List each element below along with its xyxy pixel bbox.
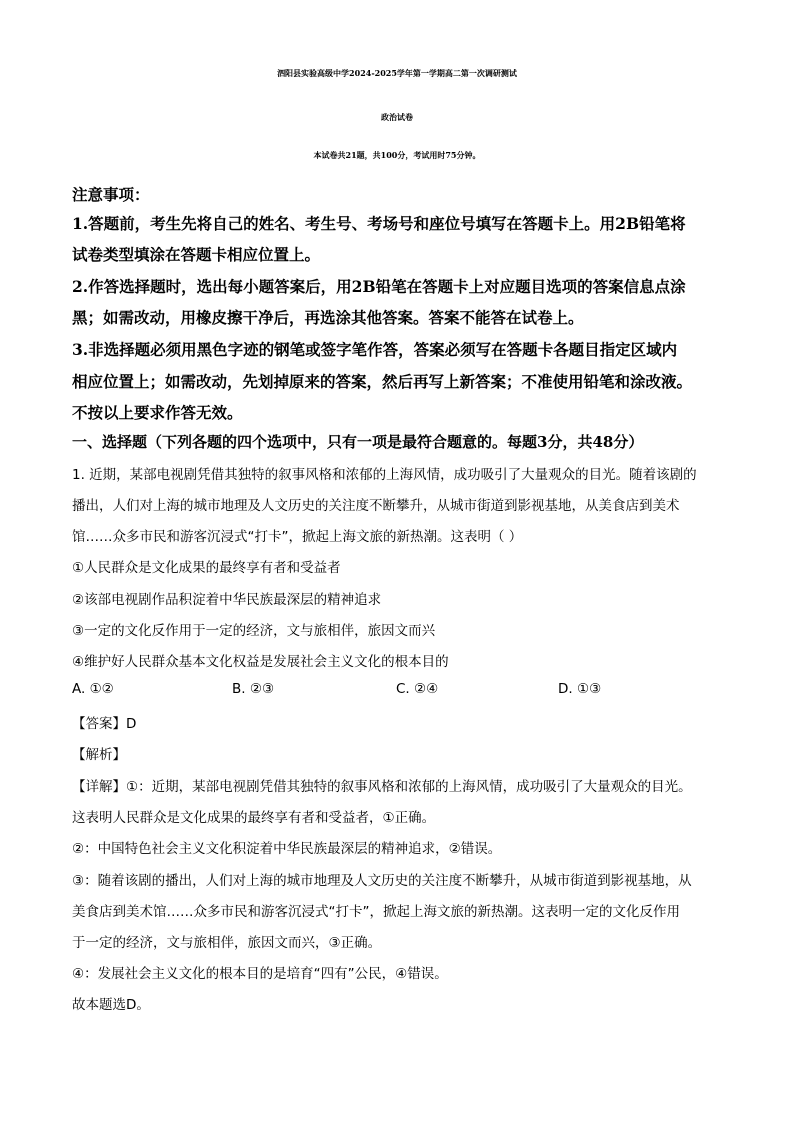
statement-item: ①人民群众是文化成果的最终享有者和受益者 xyxy=(72,560,341,576)
question-stem-line: 馆……众多市民和游客沉浸式“打卡”，掀起上海文旅的新热潮。这表明（ ） xyxy=(72,529,523,545)
answer-label: 【答案】D xyxy=(72,716,137,732)
answer-options xyxy=(72,681,712,701)
explanation-line: 故本题选D。 xyxy=(72,997,150,1013)
exam-title: 泗阳县实验高级中学2024-2025学年第一学期高二第一次调研测试 xyxy=(277,68,517,78)
notice-line: 3.非选择题必须用黑色字迹的钢笔或签字笔作答，答案必须写在答题卡各题目指定区域内 xyxy=(72,340,678,359)
notice-heading: 注意事项： xyxy=(72,185,150,204)
notice-line: 黑；如需改动，用橡皮擦干净后，再选涂其他答案。答案不能答在试卷上。 xyxy=(72,308,584,327)
notice-line: 1.答题前，考生先将自己的姓名、考生号、考场号和座位号填写在答题卡上。用2B铅笔将 xyxy=(72,214,686,233)
option-d: D. ①③ xyxy=(558,681,602,697)
question-stem-line: 播出，人们对上海的城市地理及人文历史的关注度不断攀升，从城市街道到影视基地，从美食店到美术 xyxy=(72,498,680,514)
explanation-line: ④：发展社会主义文化的根本目的是培育“四有”公民，④错误。 xyxy=(72,966,448,982)
explanation-line: ③：随着该剧的播出，人们对上海的城市地理及人文历史的关注度不断攀升，从城市街道到影视基地，从 xyxy=(72,873,692,889)
question-stem-line: 1. 近期，某部电视剧凭借其独特的叙事风格和浓郁的上海风情，成功吸引了大量观众的目光。随着该剧的 xyxy=(72,467,697,483)
statement-item: ②该部电视剧作品积淀着中华民族最深层的精神追求 xyxy=(72,592,382,608)
explanation-line: 这表明人民群众是文化成果的最终享有者和受益者，①正确。 xyxy=(72,810,436,826)
section-heading: 一、选择题（下列各题的四个选项中，只有一项是最符合题意的。每题3分，共48分） xyxy=(72,433,644,451)
option-a: A. ①② xyxy=(72,681,114,697)
notice-line: 2.作答选择题时，选出每小题答案后，用2B铅笔在答题卡上对应题目选项的答案信息点涂 xyxy=(72,277,686,296)
explanation-line: 于一定的经济，文与旅相伴，旅因文而兴，③正确。 xyxy=(72,935,382,951)
exam-summary: 本试卷共21题，共100分，考试用时75分钟。 xyxy=(313,150,481,160)
subject-title: 政治试卷 xyxy=(381,112,413,122)
option-c: C. ②④ xyxy=(396,681,439,697)
explanation-line: 美食店到美术馆……众多市民和游客沉浸式“打卡”，掀起上海文旅的新热潮。这表明一定的文化反作用 xyxy=(72,904,680,920)
statement-item: ④维护好人民群众基本文化权益是发展社会主义文化的根本目的 xyxy=(72,654,449,670)
explanation-line: 【详解】①：近期，某部电视剧凭借其独特的叙事风格和浓郁的上海风情，成功吸引了大量观众的目光。 xyxy=(72,779,692,795)
option-b: B. ②③ xyxy=(232,681,275,697)
notice-line: 不按以上要求作答无效。 xyxy=(72,403,243,422)
explanation-line: ②：中国特色社会主义文化积淀着中华民族最深层的精神追求，②错误。 xyxy=(72,841,502,857)
analysis-label: 【解析】 xyxy=(72,747,126,763)
notice-line: 试卷类型填涂在答题卡相应位置上。 xyxy=(72,245,321,264)
notice-line: 相应位置上；如需改动，先划掉原来的答案，然后再写上新答案；不准使用铅笔和涂改液。 xyxy=(72,372,693,391)
statement-item: ③一定的文化反作用于一定的经济，文与旅相伴，旅因文而兴 xyxy=(72,623,436,639)
